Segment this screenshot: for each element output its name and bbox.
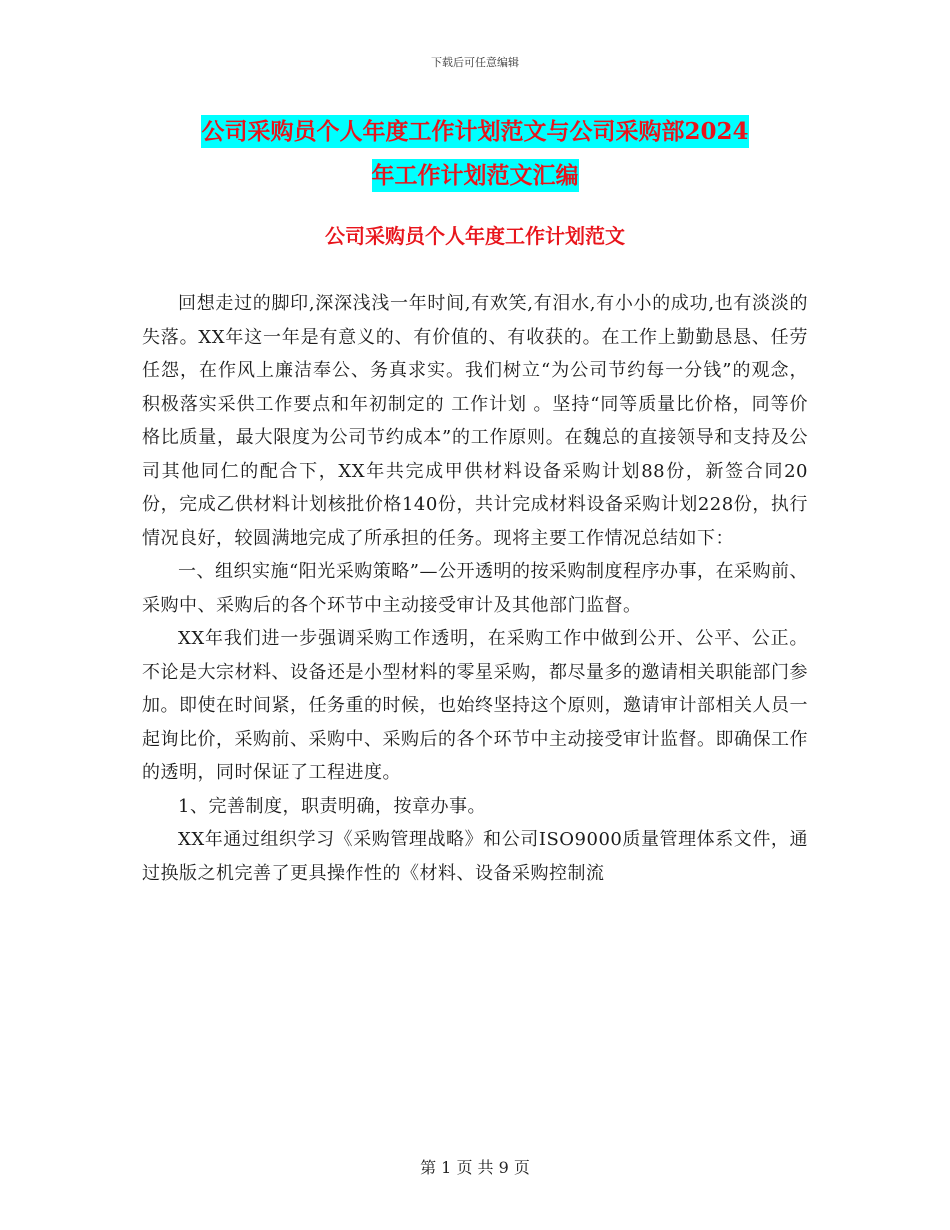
page-number: 第 1 页 共 9 页 [420, 1158, 530, 1177]
paragraph: 1、完善制度，职责明确，按章办事。 [178, 795, 486, 817]
document-title-line-2: 年工作计划范文汇编 [372, 159, 579, 192]
document-body [142, 287, 808, 890]
paragraph: 一、组织实施“阳光采购策略”—公开透明的按采购制度程序办事，在采购前、采购中、采购后的各个环节中主动接受审计及其他部门监督。 [142, 561, 808, 616]
paragraph: 回想走过的脚印,深深浅浅一年时间,有欢笑,有泪水,有小小的成功,也有淡淡的失落。XX年这一年是有意义的、有价值的、有收获的。在工作上勤勤恳恳、任劳任怨，在作风上廉洁奉公、务真求实。我们树立“为公司节约每一分钱”的观念，积极落实采供工作要点和年初制定的 工作计划 。坚持“同等质量比价格，同等价格比质量，最大限度为公司节约成本”的工作原则。在魏总的直接领导和支持及公司其他同仁的配合下，XX年共完成甲供材料设备采购计划88份，新签合同20份，完成乙供材料计划核批价格140份，共计完成材料设备采购计划228份，执行情况良好，较圆满地完成了所承担的任务。现将主要工作情况总结如下： [142, 293, 808, 549]
paragraph: XX年我们进一步强调采购工作透明，在采购工作中做到公开、公平、公正。不论是大宗材料、设备还是小型材料的零星采购，都尽量多的邀请相关职能部门参加。即使在时间紧，任务重的时候，也始终坚持这个原则，邀请审计部相关人员一起询比价，采购前、采购中、采购后的各个环节中主动接受审计监督。即确保工作的透明，同时保证了工程进度。 [142, 628, 808, 783]
document-title [140, 110, 810, 198]
paragraph: XX年通过组织学习《采购管理战略》和公司ISO9000质量管理体系文件，通过换版之机完善了更具操作性的《材料、设备采购控制流 [142, 829, 808, 884]
section-title: 公司采购员个人年度工作计划范文 [325, 224, 625, 248]
header-note: 下载后可任意编辑 [431, 56, 519, 69]
document-title-line-1: 公司采购员个人年度工作计划范文与公司采购部2024 [201, 115, 748, 148]
